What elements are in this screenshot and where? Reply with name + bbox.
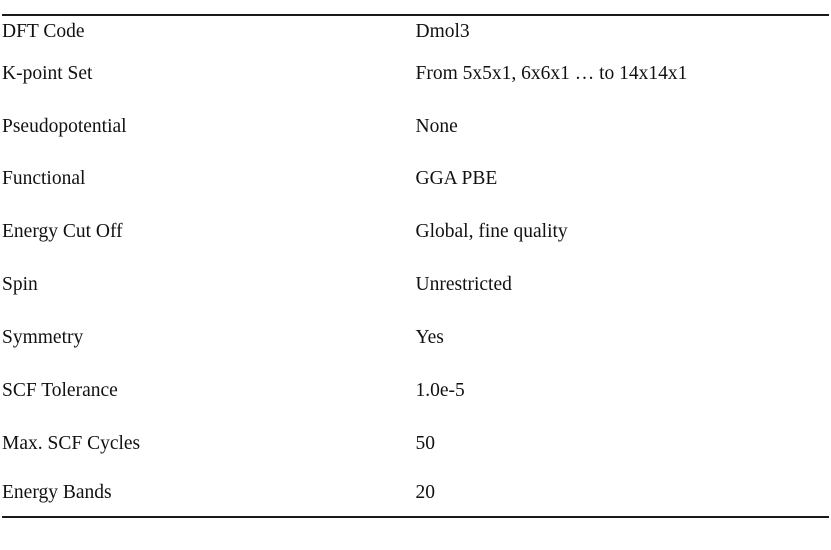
- row-label: Energy Cut Off: [2, 221, 123, 243]
- row-label: K-point Set: [2, 62, 93, 84]
- row-label: Spin: [2, 274, 38, 296]
- row-value: Dmol3: [415, 20, 470, 42]
- table-row: [2, 311, 829, 364]
- table-row: [2, 259, 829, 312]
- row-label: Functional: [2, 168, 86, 190]
- row-label: Pseudopotential: [2, 115, 127, 137]
- table-row: [2, 364, 829, 417]
- table-row: [2, 206, 829, 259]
- row-label: Energy Bands: [2, 482, 112, 504]
- table-row: [2, 16, 829, 47]
- row-value: Yes: [415, 327, 444, 349]
- table-bottom-rule: [2, 517, 829, 518]
- row-label: SCF Tolerance: [2, 380, 118, 402]
- row-value: From 5x5x1, 6x6x1 … to 14x14x1: [415, 62, 688, 84]
- table-row: [2, 100, 829, 153]
- parameters-table: [2, 14, 829, 518]
- row-value: 1.0e-5: [415, 380, 465, 402]
- row-label: DFT Code: [2, 20, 85, 42]
- row-value: Global, fine quality: [415, 221, 568, 243]
- table-row: [2, 47, 829, 100]
- row-value: None: [415, 115, 458, 137]
- table-row: [2, 417, 829, 470]
- table-row: [2, 153, 829, 206]
- row-label: Max. SCF Cycles: [2, 432, 141, 454]
- row-label: Symmetry: [2, 327, 84, 349]
- row-value: GGA PBE: [415, 168, 498, 190]
- row-value: 50: [415, 432, 435, 454]
- row-value: 20: [415, 482, 435, 504]
- row-value: Unrestricted: [415, 274, 512, 296]
- table-row: [2, 470, 829, 517]
